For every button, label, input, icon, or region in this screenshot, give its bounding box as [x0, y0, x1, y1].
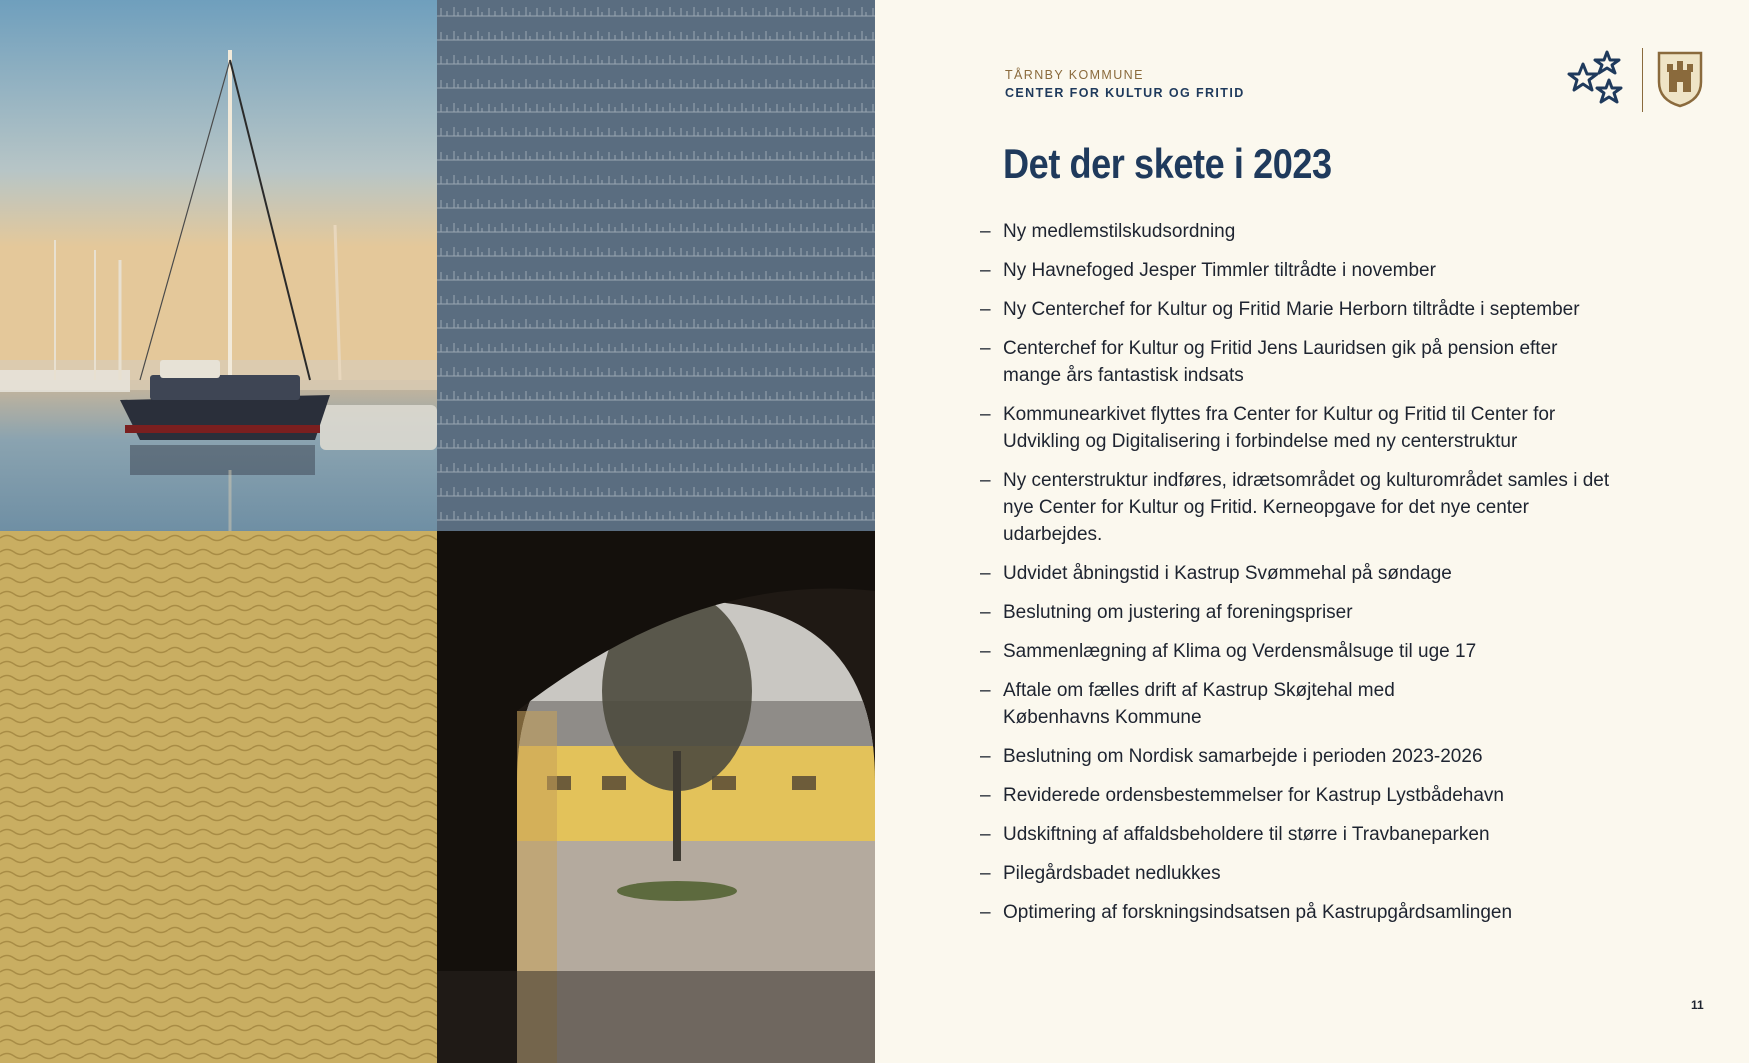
- list-item-text: Udskiftning af affaldsbeholdere til større i Travbaneparken: [1003, 824, 1490, 845]
- list-item: – Centerchef for Kultur og Fritid Jens Lauridsen gik på pension efter mange års fantastisk indsats: [980, 338, 1558, 386]
- list-item-text: Optimering af forskningsindsatsen på Kastrupgårdsamlingen: [1003, 902, 1513, 923]
- list-item-text: Sammenlægning af Klima og Verdensmålsuge til uge 17: [1003, 641, 1477, 662]
- coat-of-arms-icon: [1656, 50, 1704, 113]
- list-item: – Beslutning om justering af foreningspriser: [980, 602, 1353, 623]
- list-item-text: Reviderede ordensbestemmelser for Kastrup Lystbådehavn: [1003, 785, 1504, 806]
- list-item-text: Centerchef for Kultur og Fritid Jens Lauridsen gik på pension efter mange års fantastisk indsats: [1003, 338, 1558, 386]
- page-title: Det der skete i 2023: [1003, 140, 1332, 187]
- stars-logo-icon: [1565, 46, 1631, 117]
- ochre-wave-pattern: [0, 531, 437, 1063]
- list-item-text: Aftale om fælles drift af Kastrup Skøjtehal med Københavns Kommune: [1003, 680, 1395, 728]
- list-item-text: Udvidet åbningstid i Kastrup Svømmehal på søndage: [1003, 563, 1452, 584]
- harbor-photo: [0, 0, 437, 531]
- list-item-text: Ny medlemstilskudsordning: [1003, 221, 1236, 242]
- archway-photo: [437, 531, 875, 1063]
- center-name: CENTER FOR KULTUR OG FRITID: [1005, 86, 1245, 100]
- list-item: – Kommunearkivet flyttes fra Center for Kultur og Fritid til Center for Udvikling og Digitalisering i forbindelse med ny centerstruktur: [980, 404, 1556, 452]
- list-item: – Optimering af forskningsindsatsen på Kastrupgårdsamlingen: [980, 902, 1513, 923]
- list-item: – Ny medlemstilskudsordning: [980, 221, 1236, 242]
- list-item: – Ny Centerchef for Kultur og Fritid Marie Herborn tiltrådte i september: [980, 299, 1580, 320]
- logo-divider: [1642, 48, 1643, 112]
- content-page: [875, 0, 1749, 1063]
- list-item: – Pilegårdsbadet nedlukkes: [980, 863, 1221, 884]
- org-name: TÅRNBY KOMMUNE: [1005, 68, 1144, 82]
- list-item-text: Pilegårdsbadet nedlukkes: [1003, 863, 1221, 884]
- list-item: – Udvidet åbningstid i Kastrup Svømmehal på søndage: [980, 563, 1452, 584]
- list-item-text: Ny Centerchef for Kultur og Fritid Marie Herborn tiltrådte i september: [1003, 299, 1580, 320]
- list-item: – Beslutning om Nordisk samarbejde i perioden 2023-2026: [980, 746, 1483, 767]
- list-item: – Sammenlægning af Klima og Verdensmålsuge til uge 17: [980, 641, 1477, 662]
- list-item-text: Ny Havnefoged Jesper Timmler tiltrådte i november: [1003, 260, 1436, 281]
- list-item-text: Beslutning om justering af foreningspriser: [1003, 602, 1353, 623]
- blue-line-pattern: [437, 0, 875, 531]
- list-item: – Reviderede ordensbestemmelser for Kastrup Lystbådehavn: [980, 785, 1504, 806]
- list-item-text: Beslutning om Nordisk samarbejde i perioden 2023-2026: [1003, 746, 1483, 767]
- list-item: – Ny centerstruktur indføres, idrætsområdet og kulturområdet samles i det nye Center for Kultur og Fritid. Kerneopgave for det nye center udarbejdes.: [980, 470, 1610, 545]
- list-item-text: Kommunearkivet flyttes fra Center for Kultur og Fritid til Center for Udvikling og Digitalisering i forbindelse med ny centerstruktur: [1003, 404, 1556, 452]
- list-item: – Udskiftning af affaldsbeholdere til større i Travbaneparken: [980, 824, 1490, 845]
- list-item: – Ny Havnefoged Jesper Timmler tiltrådte i november: [980, 260, 1436, 281]
- events-list: [980, 218, 1620, 938]
- page-number: 11: [1691, 998, 1704, 1012]
- list-item-text: Ny centerstruktur indføres, idrætsområdet og kulturområdet samles i det nye Center for Kultur og Fritid. Kerneopgave for det nye center udarbejdes.: [1003, 470, 1610, 545]
- list-item: – Aftale om fælles drift af Kastrup Skøjtehal med Københavns Kommune: [980, 680, 1395, 728]
